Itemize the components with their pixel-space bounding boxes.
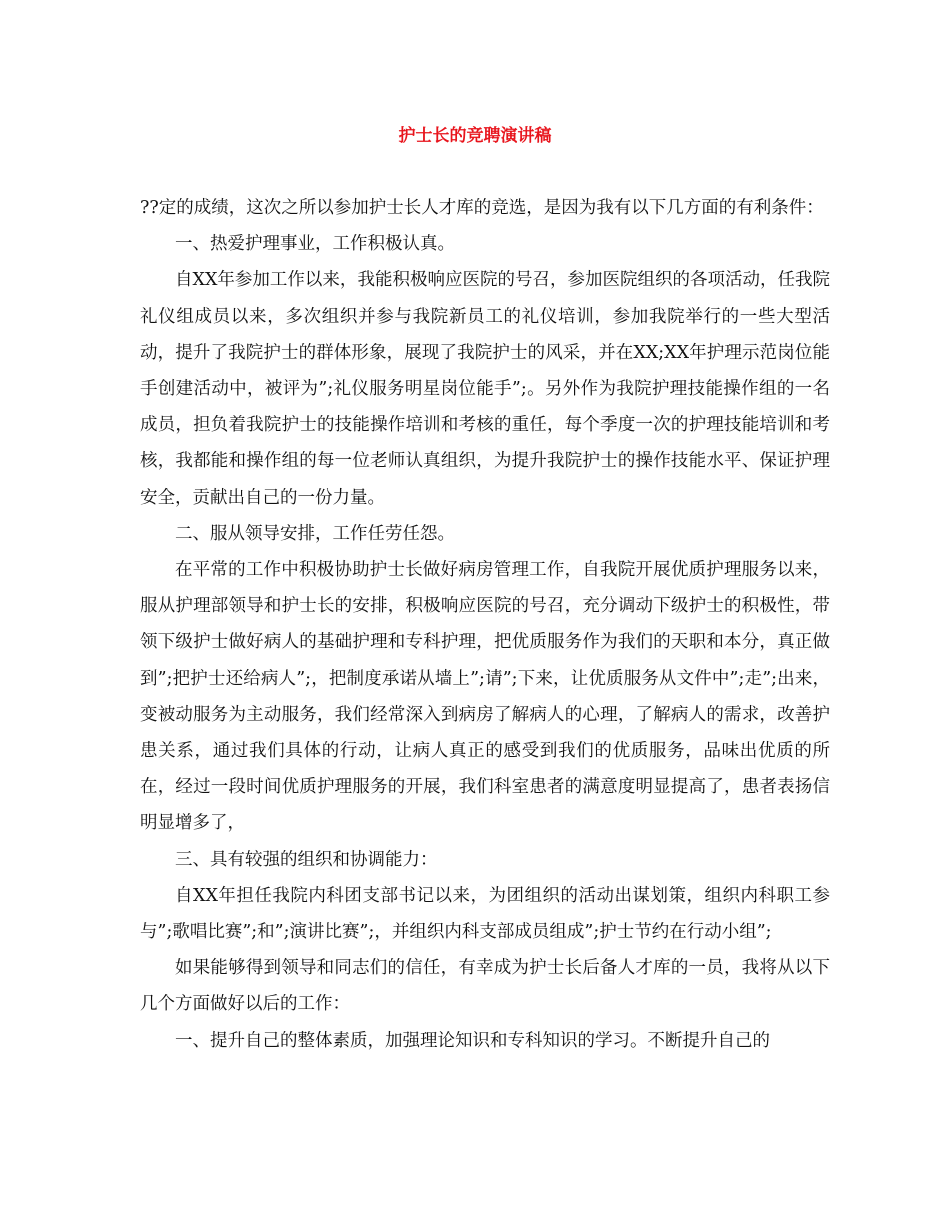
paragraph-section-2: 在平常的工作中积极协助护士长做好病房管理工作，自我院开展优质护理服务以来，服从护理部领导和护士长的安排，积极响应医院的号召，充分调动下级护士的积极性，带领下级护士做好病人的基础护理和专科护理，把优质服务作为我们的天职和本分，真正做到”;把护士还给病人”;，把制度承诺从墙上”;请”;下来，让优质服务从文件中”;走”;出来，变被动服务为主动服务，我们经常深入到病房了解病人的心理，了解病人的需求，改善护患关系，通过我们具体的行动，让病人真正的感受到我们的优质服务，品味出优质的所在，经过一段时间优质护理服务的开展，我们科室患者的满意度明显提高了，患者表扬信明显增多了， bbox=[140, 560, 830, 834]
paragraph-section-1: 自XX年参加工作以来，我能积极响应医院的号召，参加医院组织的各项活动，任我院礼仪组成员以来，多次组织并参与我院新员工的礼仪培训，参加我院举行的一些大型活动，提升了我院护士的群体形象，展现了我院护士的风采，并在XX;XX年护理示范岗位能手创建活动中，被评为”;礼仪服务明星岗位能手”;。另外作为我院护理技能操作组的一名成员，担负着我院护士的技能操作培训和考核的重任，每个季度一次的护理技能培训和考核，我都能和操作组的每一位老师认真组织，为提升我院护士的操作技能水平、保证护理安全，贡献出自己的一份力量。 bbox=[140, 270, 830, 508]
paragraph-continuation: ??定的成绩，这次之所以参加护士长人才库的竞选，是因为我有以下几方面的有利条件： bbox=[140, 198, 824, 218]
paragraph-section-3: 自XX年担任我院内科团支部书记以来，为团组织的活动出谋划策，组织内科职工参与”;歌唱比赛”;和”;演讲比赛”;，并组织内科支部成员组成”;护士节约在行动小组”; bbox=[140, 885, 830, 943]
paragraph-plans-intro: 如果能够得到领导和同志们的信任，有幸成为护士长后备人才库的一员，我将从以下几个方面做好以后的工作： bbox=[140, 958, 830, 1015]
section-heading-2: 二、服从领导安排，工作任劳任怨。 bbox=[175, 523, 455, 544]
document-title: 护士长的竞聘演讲稿 bbox=[398, 126, 552, 146]
section-heading-1: 一、热爱护理事业，工作积极认真。 bbox=[175, 234, 455, 255]
paragraph-plan-1: 一、提升自己的整体素质，加强理论知识和专科知识的学习。不断提升自己的 bbox=[175, 1030, 770, 1051]
section-heading-3: 三、具有较强的组织和协调能力： bbox=[175, 849, 438, 870]
document-body bbox=[140, 190, 830, 1059]
